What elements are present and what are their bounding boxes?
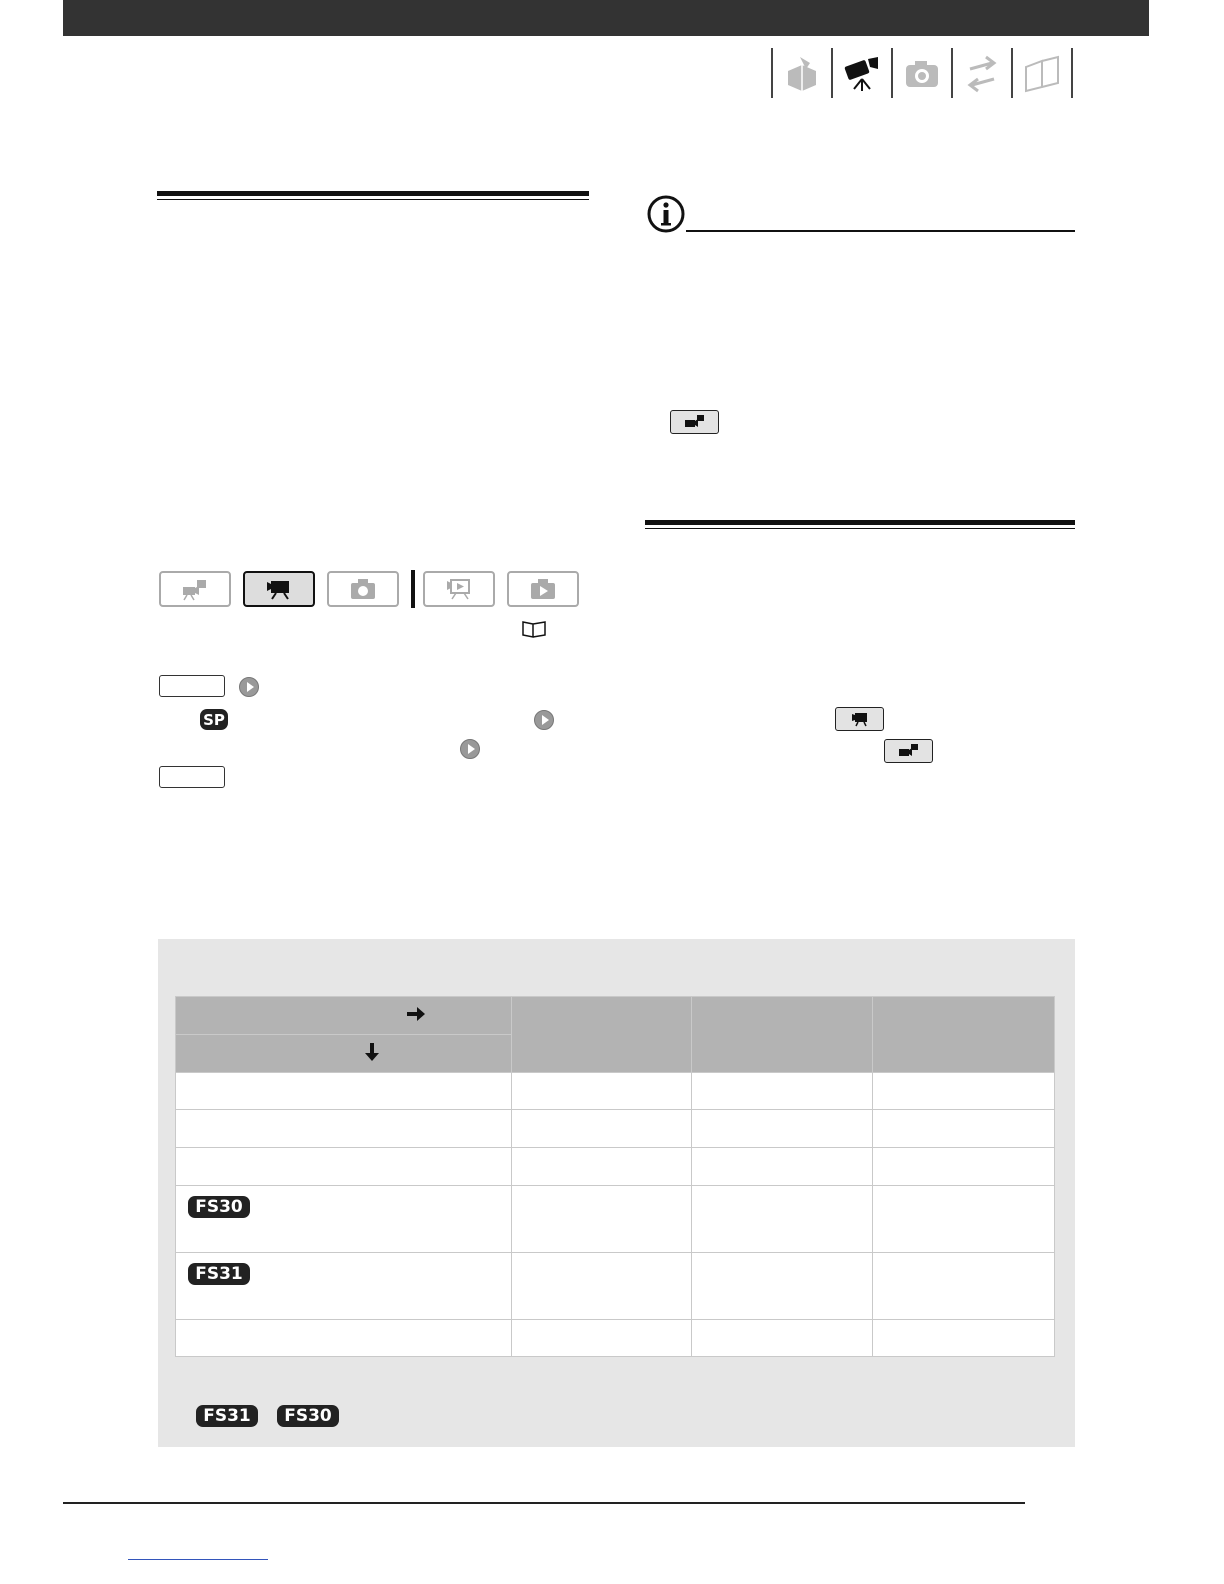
mode-divider [411, 570, 415, 608]
func-button [159, 675, 225, 697]
notes-rule [686, 230, 1075, 232]
table-header-col-1 [511, 997, 692, 1073]
table-header-col-3 [873, 997, 1055, 1073]
fs30-badge: FS30 [188, 1196, 250, 1218]
camera-mode-icon [243, 571, 315, 607]
table-header-col-2 [692, 997, 873, 1073]
table-row [176, 1110, 512, 1148]
top-banner [63, 0, 1149, 36]
table-cell [511, 1110, 692, 1148]
introduction-icon[interactable] [771, 48, 831, 98]
sp-badge: SP [200, 709, 228, 730]
photo-mode-icon [327, 571, 399, 607]
table-row [176, 1073, 512, 1110]
table-cell [511, 1073, 692, 1110]
arrow-right-icon [407, 1007, 425, 1021]
fs30-badge: FS30 [277, 1405, 339, 1427]
table-cell [873, 1320, 1055, 1357]
table-row-fs30 [176, 1186, 512, 1253]
info-icon [646, 194, 686, 234]
table-cell [692, 1253, 873, 1320]
section-heading-rule-thin [157, 199, 589, 200]
table-header-mode [176, 997, 512, 1035]
arrow-down-icon [365, 1043, 379, 1061]
func-button-close [159, 766, 225, 788]
next-step-arrow-icon [534, 710, 554, 730]
video-icon[interactable] [831, 48, 891, 98]
camera-mode-button-icon [835, 707, 884, 731]
table-cell [873, 1148, 1055, 1186]
recording-time-table [175, 996, 1055, 1357]
table-row [176, 1320, 512, 1357]
table-cell [511, 1320, 692, 1357]
table-cell [511, 1148, 692, 1186]
footer-rule [63, 1502, 1025, 1504]
video-playback-icon [423, 571, 495, 607]
next-step-arrow-icon [239, 677, 259, 697]
page-link-underline[interactable] [128, 1559, 268, 1560]
photo-playback-icon [507, 571, 579, 607]
section-heading-rule-right-thin [645, 528, 1075, 529]
additional-information-icon[interactable] [1011, 48, 1073, 98]
table-cell [692, 1148, 873, 1186]
fs31-badge: FS31 [196, 1405, 258, 1427]
photos-icon[interactable] [891, 48, 951, 98]
section-heading-rule-right [645, 520, 1075, 525]
dual-shot-button-icon [884, 739, 933, 763]
table-cell [873, 1253, 1055, 1320]
table-cell [873, 1110, 1055, 1148]
fs31-badge: FS31 [188, 1263, 250, 1285]
table-cell [692, 1073, 873, 1110]
table-cell [873, 1073, 1055, 1110]
table-cell [873, 1186, 1055, 1253]
table-row-fs31 [176, 1253, 512, 1320]
table-cell [692, 1110, 873, 1148]
table-cell [692, 1186, 873, 1253]
dual-shot-icon [159, 571, 231, 607]
table-header-memory [176, 1035, 512, 1073]
table-row [176, 1148, 512, 1186]
next-step-arrow-icon [460, 739, 480, 759]
table-cell [511, 1186, 692, 1253]
dual-shot-button-icon [670, 410, 719, 434]
table-cell [511, 1253, 692, 1320]
book-reference-icon [521, 620, 547, 638]
external-connections-icon[interactable] [951, 48, 1011, 98]
table-cell [692, 1320, 873, 1357]
section-heading-rule [157, 191, 589, 196]
